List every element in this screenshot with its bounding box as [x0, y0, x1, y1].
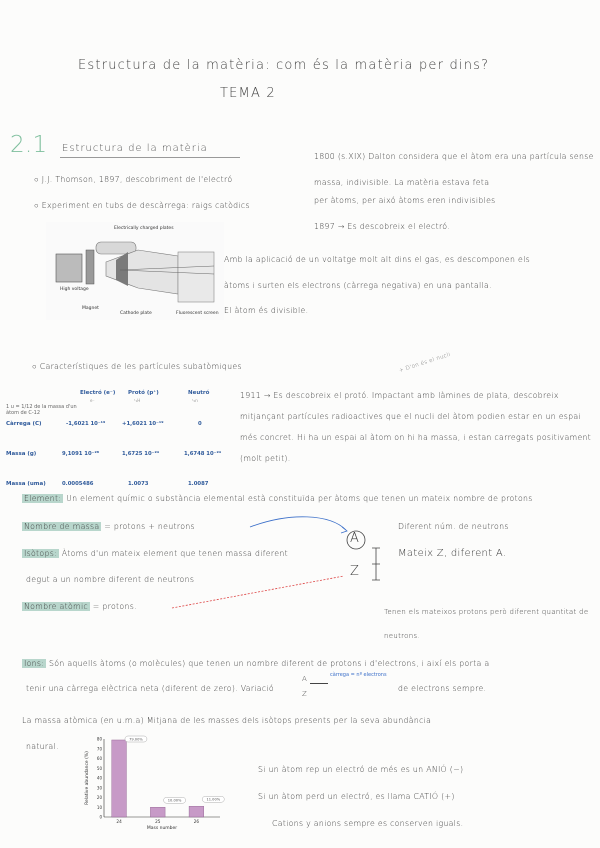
ion-definition-3: de electrons sempre.	[398, 684, 487, 693]
col-electron-sub: e⁻	[90, 398, 95, 403]
data-label: 79.00%	[129, 737, 143, 742]
apparatus-label-cathode: Cathode plate	[120, 311, 152, 316]
ion-conservation-note: Cations y anions sempre es conserven iguals.	[272, 819, 464, 828]
element-definition: Element: Un element químic o substància elemental està constituïda per àtoms que tenen un mateix nombre de protons	[24, 494, 533, 503]
x-axis-label: Mass number	[146, 826, 178, 831]
col-neutron-sub: ¹₀n	[192, 398, 198, 403]
y-tick-label: 10	[96, 804, 102, 810]
left-note-2: ○ Experiment en tubs de descàrrega: raigs catòdics	[34, 201, 250, 210]
data-label: 11.00%	[206, 797, 221, 802]
isotope-definition: Isòtops: Àtoms d'un mateix element que tenen massa diferent	[24, 549, 288, 558]
subatomic-heading: ○ Característiques de les partícules subatòmiques	[32, 362, 242, 371]
cell-mass-electron: 9,1091 10⁻²⁸	[62, 451, 100, 457]
x-tick-label: 24	[116, 819, 122, 824]
col-proton-sub: ¹₁H	[134, 398, 141, 403]
data-label: 10.00%	[167, 798, 182, 803]
ion-formula-annotation: càrrega = nº electrons	[330, 672, 387, 678]
y-tick-label: 50	[96, 765, 102, 771]
rutherford-note: 1911 → Es descobreix el protó. Impactant amb làmines de plata, descobreix mitjançant partícules radioactives que el nucli del àtom podien estar en un espai més concret. Hi ha un espai al àtom on hi ha massa, i estan carregats positivament (molt petit).	[240, 391, 592, 463]
section-title: Estructura de la matèria	[62, 143, 208, 154]
atomic-mass-definition: La massa atòmica (en u.m.a) Mitjana de les masses dels isòtops presents per la seva abundància	[22, 716, 432, 725]
y-tick-label: 20	[96, 795, 102, 800]
y-tick-label: 80	[96, 736, 102, 742]
experiment-note-1: Amb la aplicació de un voltatge molt alt dins el gas, es descomponen els	[224, 255, 530, 264]
anion-note: Si un àtom rep un electró de més es un ANIÓ (−)	[258, 765, 464, 774]
y-tick-label: 40	[96, 775, 102, 781]
section-number: 2.1	[10, 132, 48, 158]
ion-formula-line	[310, 683, 328, 684]
x-tick-label: 25	[155, 819, 161, 824]
isotope-right-note: Tenen els mateixos protons però diferent quantitat de neutrons.	[384, 608, 589, 640]
margin-note: + D'on és el nucli	[398, 351, 452, 375]
col-neutron: Neutró	[188, 390, 210, 396]
chart-svg	[82, 733, 232, 831]
ion-definition-2: tenir una càrrega elèctrica neta (diferent de zero). Variació	[26, 684, 274, 693]
apparatus-label-magnet: Magnet	[82, 306, 99, 311]
cation-note: Si un àtom perd un electró, es llama CATIÓ (+)	[258, 792, 455, 801]
row-mass-uma-label: Massa (uma)	[6, 481, 46, 487]
y-tick-label: 0	[99, 814, 102, 820]
y-tick-label: 70	[96, 746, 102, 752]
row-charge-label: Càrrega (C)	[6, 421, 42, 427]
cell-charge-electron: -1,6021 10⁻¹⁹	[66, 421, 106, 427]
cell-mass-neutron: 1,6748 10⁻²⁴	[184, 451, 222, 457]
cell-mass-proton: 1,6725 10⁻²⁴	[122, 451, 160, 457]
bar	[112, 740, 127, 817]
ion-formula-z: Z	[302, 690, 308, 698]
ion-formula-a: A	[302, 675, 308, 683]
apparatus-label-plates: Electrically charged plates	[114, 226, 174, 231]
atomic-mass-definition-2: natural.	[26, 742, 59, 751]
col-proton: Protó (p⁺)	[128, 390, 159, 396]
dalton-note: 1800 (s.XIX) Dalton considera que el àtom era una partícula sense massa, indivisible. La matèria estava feta	[314, 152, 594, 187]
cell-charge-neutron: 0	[198, 421, 202, 427]
right-note-z: Mateix Z, diferent A.	[398, 548, 507, 559]
page-subtitle: TEMA 2	[220, 86, 276, 101]
isotope-definition-2: degut a un nombre diferent de neutrons	[26, 575, 195, 584]
left-note-1: ○ J.J. Thomson, 1897, descobriment de l'electró	[34, 175, 233, 184]
y-axis-label: Relative abundance (%)	[85, 751, 90, 805]
uma-note: 1 u = 1/12 de la massa d'un àtom de C-12	[6, 404, 77, 416]
y-tick-label: 30	[96, 785, 102, 791]
experiment-note-3: El àtom és divisible.	[224, 306, 309, 315]
bar	[150, 807, 165, 817]
experiment-note-2: àtoms i surten els electrons (càrrega negativa) en una pantalla.	[224, 281, 492, 290]
apparatus-label-screen: Fluorescent screen	[176, 311, 219, 316]
cell-uma-proton: 1.0073	[128, 481, 149, 487]
letter-z: Z	[350, 564, 360, 579]
col-electron: Electró (e⁻)	[80, 390, 116, 396]
mass-number-definition: Nombre de massa = protons + neutrons	[24, 522, 195, 531]
y-tick-label: 60	[96, 756, 102, 761]
electron-discovery-note: 1897 → Es descobreix el electró.	[314, 222, 450, 231]
ion-definition: Ions: Són aquells àtoms (o molècules) que tenen un nombre diferent de protons i d'electrons, i així els porta a	[24, 659, 490, 668]
row-mass-g-label: Massa (g)	[6, 451, 37, 457]
dalton-note-2: per àtoms, per aixó àtoms eren indivisibles	[314, 196, 496, 205]
x-tick-label: 26	[193, 819, 200, 824]
right-note-a: Diferent núm. de neutrons	[398, 522, 509, 531]
bar	[189, 806, 204, 817]
isotope-abundance-chart	[82, 733, 232, 831]
apparatus-label-voltage: High voltage	[60, 287, 89, 292]
page-title: Estructura de la matèria: com és la matèria per dins?	[78, 58, 490, 73]
letter-a: A	[350, 531, 360, 546]
cell-charge-proton: +1,6021 10⁻¹⁹	[122, 421, 164, 427]
cell-uma-neutron: 1.0087	[188, 481, 209, 487]
atomic-number-definition: Nombre atòmic = protons.	[24, 602, 137, 611]
cell-uma-electron: 0.0005486	[62, 481, 94, 487]
